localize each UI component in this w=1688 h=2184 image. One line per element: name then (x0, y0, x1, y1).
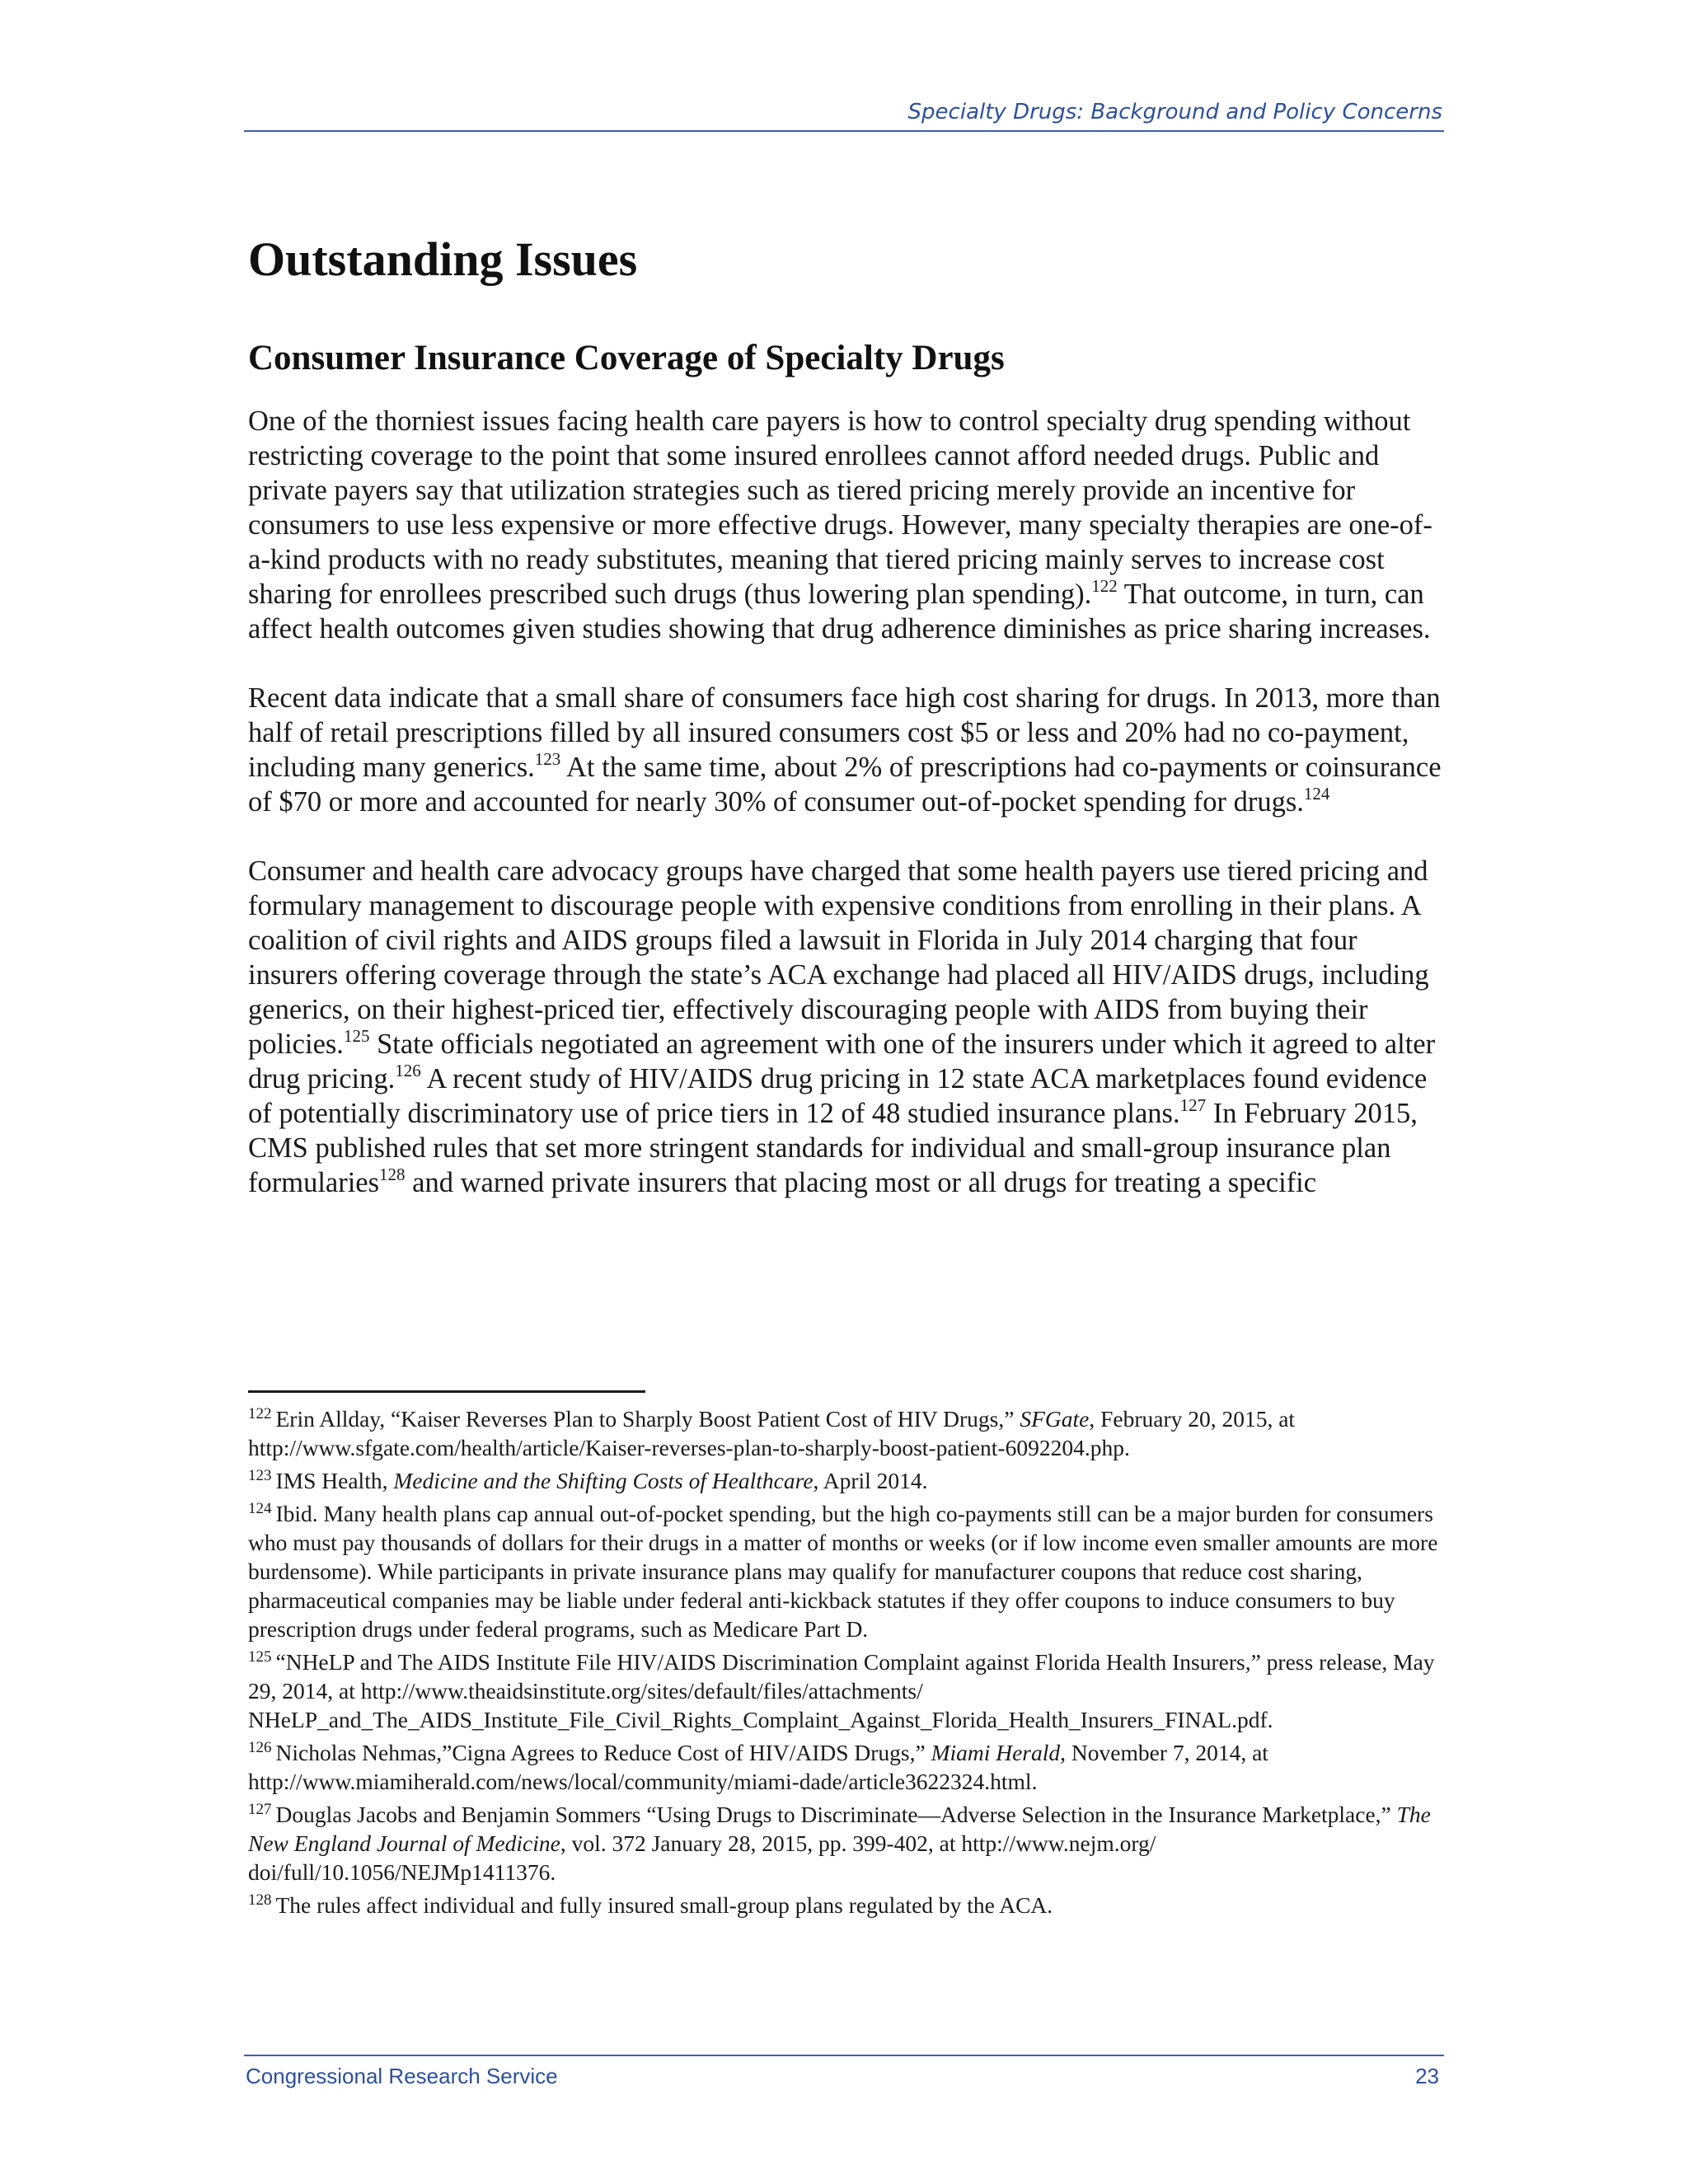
page-footer (244, 2055, 1444, 2089)
footnote-123 (248, 1466, 1443, 1495)
footnote-128 (248, 1891, 1443, 1919)
page-number: 23 (1415, 2064, 1439, 2088)
footnote-text: Erin Allday, “Kaiser Reverses Plan to Sharply Boost Patient Cost of HIV Drugs,” (275, 1406, 1020, 1432)
footnote-127 (248, 1800, 1443, 1886)
footnote-text: Nicholas Nehmas,”Cigna Agrees to Reduce Cost of HIV/AIDS Drugs,” (275, 1740, 931, 1765)
footnote-text: The rules affect individual and fully insured small-group plans regulated by the ACA. (275, 1892, 1053, 1918)
footnote-source-title: SFGate (1020, 1406, 1090, 1432)
paragraph-text: Recent data indicate that a small share of consumers face high cost sharing for drugs. In 2013, more than half of retail prescriptions filled by all insured consumers cost $5 or less and 20% had no co-payment, including many generics. (248, 682, 1441, 783)
footnote-124 (248, 1499, 1443, 1643)
footnote-number: 127 (248, 1801, 272, 1818)
footnote-text: , November 7, 2014, at http://www.miamiherald.com/news/local/community/miami-dade/article3622324.html. (248, 1740, 1268, 1794)
paragraph-1 (248, 404, 1451, 646)
footnote-source-title: The New England Journal of Medicine (248, 1802, 1431, 1856)
footnote-ref-126[interactable]: 126 (395, 1061, 421, 1080)
footnote-number: 123 (248, 1467, 272, 1484)
footnote-ref-122[interactable]: 122 (1091, 576, 1118, 596)
footnote-ref-123[interactable]: 123 (534, 749, 561, 769)
paragraph-2 (248, 681, 1451, 819)
footnote-text: “NHeLP and The AIDS Institute File HIV/AIDS Discrimination Complaint against Florida Health Insurers,” press release, May 29, 2014, at http://www.theaidsinstitute.org/sites/default/files/attachments/ NHeLP_and_The_AIDS_Institute_File_Civil_Rights_Complaint_Against_Florida_Health_Insurers_FINAL.pdf. (248, 1649, 1435, 1732)
footnote-text: Douglas Jacobs and Benjamin Sommers “Using Drugs to Discriminate—Adverse Selection in the Insurance Marketplace,” (275, 1802, 1397, 1827)
page-title: Outstanding Issues (248, 232, 638, 286)
footnote-text: Ibid. Many health plans cap annual out-of-pocket spending, but the high co-payments still can be a major burden for consumers who must pay thousands of dollars for their drugs in a matter of months or weeks (or if low income even smaller amounts are more burdensome). While participants in private insurance plans may qualify for manufacturer coupons that reduce cost sharing, pharmaceutical companies may be liable under federal anti-kickback statutes if they offer coupons to induce consumers to buy prescription drugs under federal programs, such as Medicare Part D. (248, 1501, 1438, 1642)
footnote-separator (248, 1390, 645, 1393)
section-heading: Consumer Insurance Coverage of Specialty Drugs (248, 339, 1005, 377)
footnote-number: 128 (248, 1891, 272, 1909)
paragraph-3 (248, 854, 1451, 1200)
footer-organization: Congressional Research Service (246, 2064, 558, 2088)
footnote-source-title: Medicine and the Shifting Costs of Healthcare (393, 1468, 814, 1493)
running-header (244, 99, 1444, 132)
footnote-ref-127[interactable]: 127 (1179, 1095, 1207, 1115)
footnote-text: , April 2014. (813, 1468, 928, 1493)
footnote-number: 124 (248, 1500, 272, 1517)
paragraph-text: That outcome, in turn, can affect health outcomes given studies showing that drug adherence diminishes as price sharing increases. (248, 579, 1431, 644)
main-content (248, 231, 1451, 1200)
paragraph-text: In February 2015, CMS published rules that set more stringent standards for individual and small-group insurance plan formularies (248, 1098, 1418, 1198)
footnote-ref-125[interactable]: 125 (343, 1026, 370, 1046)
footnote-ref-128[interactable]: 128 (379, 1165, 406, 1184)
footnote-source-title: Miami Herald (931, 1740, 1061, 1765)
footnote-text: , February 20, 2015, at http://www.sfgate.com/health/article/Kaiser-reverses-plan-to-sharply-boost-patient-6092204.php. (248, 1406, 1296, 1460)
paragraph-text: At the same time, about 2% of prescriptions had co-payments or coinsurance of $70 or more and accounted for nearly 30% of consumer out-of-pocket spending for drugs. (248, 752, 1442, 818)
footnote-ref-124[interactable]: 124 (1303, 784, 1330, 804)
footnote-122 (248, 1404, 1443, 1462)
footnote-text: IMS Health, (275, 1468, 394, 1493)
footnote-number: 125 (248, 1648, 272, 1666)
paragraph-text: Consumer and health care advocacy groups have charged that some health payers use tiered pricing and formulary management to discourage people with expensive conditions from enrolling in their plans. A coalition of civil rights and AIDS groups filed a lawsuit in Florida in July 2014 charging that four insurers offering coverage through the state’s ACA exchange had placed all HIV/AIDS drugs, including generics, on their highest-priced tier, effectively discouraging people with AIDS from buying their policies. (248, 855, 1429, 1060)
paragraph-text: One of the thorniest issues facing health care payers is how to control specialty drug spending without restricting coverage to the point that some insured enrollees cannot afford needed drugs. Public and private payers say that utilization strategies such as tiered pricing merely provide an incentive for consumers to use less expensive or more effective drugs. However, many specialty therapies are one-of-a-kind products with no ready substitutes, meaning that tiered pricing mainly serves to increase cost sharing for enrollees prescribed such drugs (thus lowering plan spending). (248, 405, 1432, 610)
footnote-126 (248, 1738, 1443, 1796)
footnotes (248, 1404, 1443, 1924)
footnote-text: , vol. 372 January 28, 2015, pp. 399-402, at http://www.nejm.org/ doi/full/10.1056/NEJMp1411376. (248, 1830, 1156, 1885)
footnote-125 (248, 1647, 1443, 1734)
footnote-number: 126 (248, 1739, 272, 1756)
paragraph-text: and warned private insurers that placing most or all drugs for treating a specific (405, 1167, 1317, 1198)
running-title: Specialty Drugs: Background and Policy Concerns (907, 100, 1442, 124)
footnote-number: 122 (248, 1405, 272, 1422)
paragraph-text: A recent study of HIV/AIDS drug pricing in 12 state ACA marketplaces found evidence of potentially discriminatory use of price tiers in 12 of 48 studied insurance plans. (248, 1063, 1428, 1129)
paragraph-text: State officials negotiated an agreement with one of the insurers under which it agreed to alter drug pricing. (248, 1029, 1436, 1094)
